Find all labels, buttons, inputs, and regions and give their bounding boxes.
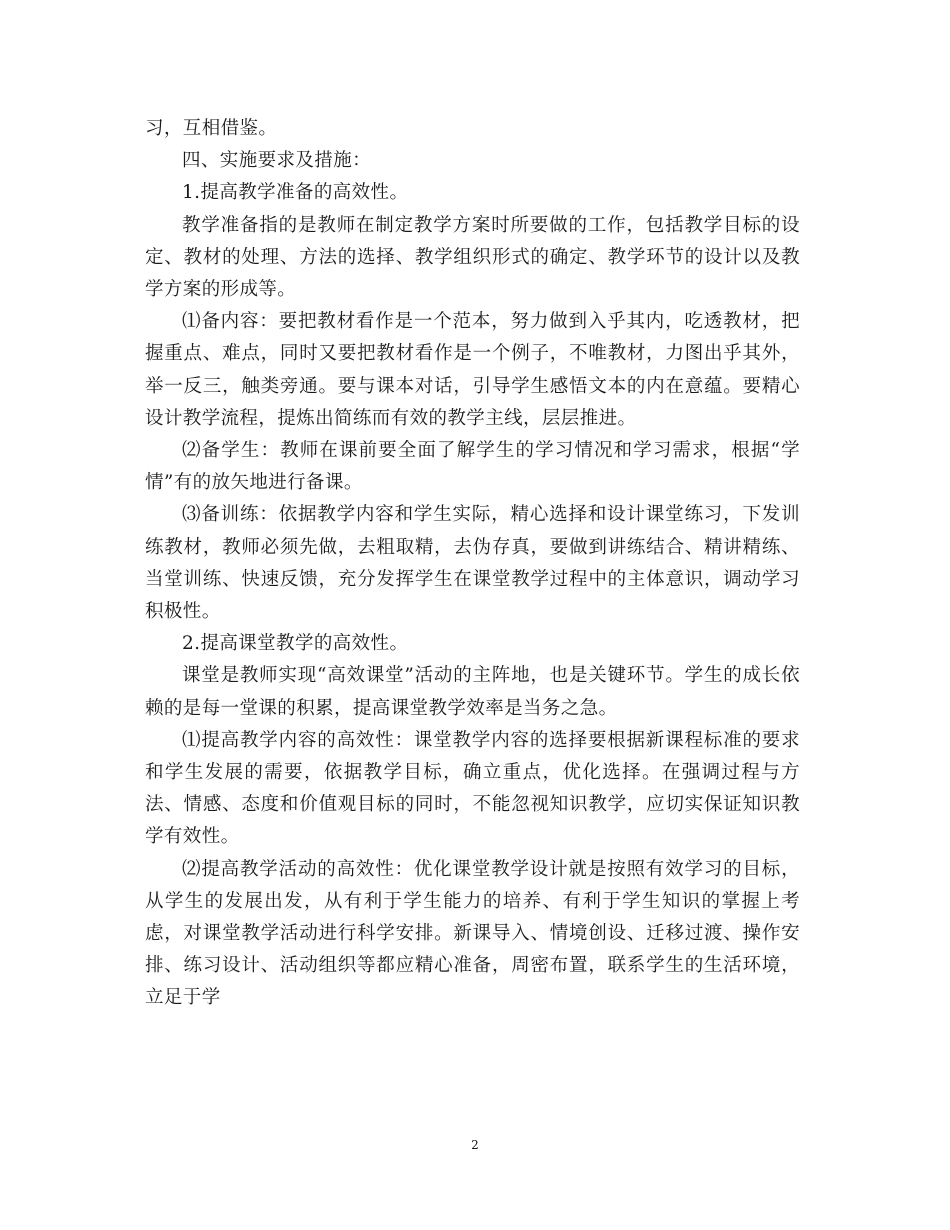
- paragraph-prepare-content: ⑴备内容：要把教材看作是一个范本，努力做到入乎其内，吃透教材，把握重点、难点，同时又要把教材看作是一个例子，不唯教材，力图出乎其外，举一反三，触类旁通。要与课本对话，引导学生感悟文本的内在意蕴。要精心设计教学流程，提炼出简练而有效的教学主线，层层推进。: [145, 311, 800, 429]
- section-heading-implementation: 四、实施要求及措施：: [182, 150, 372, 172]
- paragraph-preparation-definition: 教学准备指的是教师在制定教学方案时所要做的工作，包括教学目标的设定、教材的处理、方法的选择、教学组织形式的确定、教学环节的设计以及教学方案的形成等。: [145, 214, 800, 301]
- paragraph-prepare-students: ⑵备学生：教师在课前要全面了解学生的学习情况和学习需求，根据“学情”有的放矢地进行备课。: [145, 440, 800, 494]
- page-number: 2: [471, 1138, 479, 1152]
- paragraph-classroom-intro: 课堂是教师实现“高效课堂”活动的主阵地，也是关键环节。学生的成长依赖的是每一堂课的积累，提高课堂教学效率是当务之急。: [145, 665, 800, 719]
- paragraph-prepare-training: ⑶备训练：依据教学内容和学生实际，精心选择和设计课堂练习，下发训练教材，教师必须先做，去粗取精，去伪存真，要做到讲练结合、精讲精练、当堂训练、快速反馈，充分发挥学生在课堂教学过程中的主体意识，调动学习积极性。: [145, 504, 800, 623]
- paragraph-teaching-content: ⑴提高教学内容的高效性：课堂教学内容的选择要根据新课程标准的要求和学生发展的需要，依据教学目标，确立重点，优化选择。在强调过程与方法、情感、态度和价值观目标的同时，不能忽视知识教学，应切实保证知识教学有效性。: [145, 729, 800, 848]
- subheading-classroom: 2.提高课堂教学的高效性。: [182, 633, 409, 655]
- document-body: [145, 113, 800, 1015]
- subheading-preparation: 1.提高教学准备的高效性。: [182, 182, 409, 204]
- paragraph-1: 习，互相借鉴。: [145, 118, 278, 139]
- paragraph-teaching-activities: ⑵提高教学活动的高效性：优化课堂教学设计就是按照有效学习的目标，从学生的发展出发，从有利于学生能力的培养、有利于学生知识的掌握上考虑，对课堂教学活动进行科学安排。新课导入、情境创设、迁移过渡、操作安排、练习设计、活动组织等都应精心准备，周密布置，联系学生的生活环境，立足于学: [145, 858, 800, 1009]
